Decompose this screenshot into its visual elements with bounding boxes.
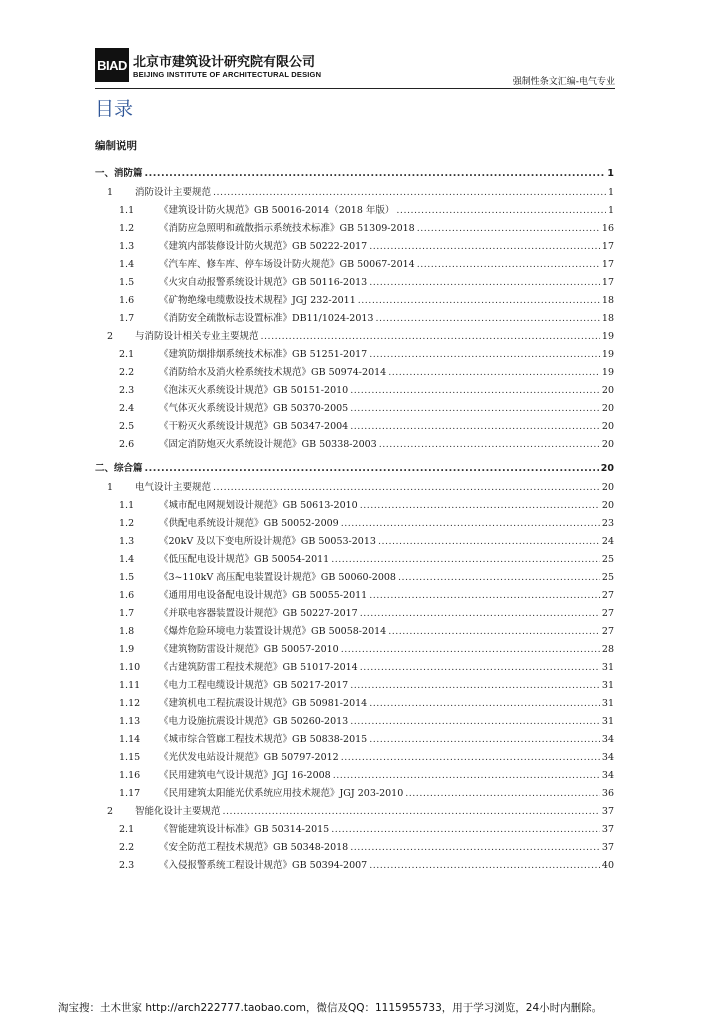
toc-entry-number: 1.7 (119, 608, 135, 619)
toc-entry[interactable] (95, 605, 614, 619)
toc-entry-page: 34 (601, 734, 614, 745)
toc-entry-number: 2.1 (119, 824, 135, 835)
toc-leader-dots (145, 463, 599, 474)
toc-entry[interactable] (95, 569, 614, 583)
toc-leader-dots (341, 752, 600, 763)
toc-entry-page: 40 (601, 860, 614, 871)
toc-entry-page: 20 (601, 482, 614, 493)
toc-entry-title: 《气体灭火系统设计规范》GB 50370-2005 (159, 403, 349, 414)
toc-entry-number: 2.4 (119, 403, 135, 414)
toc-leader-dots (369, 349, 600, 360)
toc-entry-page: 20 (601, 421, 614, 432)
toc-entry-title: 《城市综合管廊工程技术规范》GB 50838-2015 (159, 734, 368, 745)
toc-entry-page: 17 (601, 277, 614, 288)
toc-leader-dots (331, 554, 600, 565)
toc-entry-title: 智能化设计主要规范 (135, 806, 221, 817)
toc-entry-title: 综合篇 (114, 463, 143, 474)
toc-leader-dots (369, 590, 600, 601)
toc-leader-dots (213, 187, 606, 198)
toc-entry-page: 31 (601, 662, 614, 673)
toc-leader-dots (350, 421, 600, 432)
toc-entry-title: 《消防安全疏散标志设置标准》DB11/1024-2013 (159, 313, 374, 324)
toc-leader-dots (398, 572, 600, 583)
toc-entry-number: 1 (107, 482, 114, 493)
toc-entry-page: 1 (607, 187, 614, 198)
toc-entry-page: 36 (601, 788, 614, 799)
toc-entry[interactable] (95, 274, 614, 288)
toc-entry[interactable] (95, 184, 614, 198)
toc-entry-title: 《民用建筑电气设计规范》JGJ 16-2008 (159, 770, 331, 781)
toc-entry-page: 31 (601, 698, 614, 709)
toc-entry-number: 1.16 (119, 770, 141, 781)
toc-entry-number: 1.12 (119, 698, 141, 709)
toc-entry-title: 《建筑物防雷设计规范》GB 50057-2010 (159, 644, 339, 655)
toc-entry[interactable] (95, 731, 614, 745)
toc-entry-page: 37 (601, 842, 614, 853)
toc-leader-dots (369, 277, 600, 288)
biad-logo: BIAD (95, 48, 129, 82)
toc-entry[interactable] (95, 713, 614, 727)
toc-entry-page: 23 (601, 518, 614, 529)
toc-entry-title: 《电力工程电缆设计规范》GB 50217-2017 (159, 680, 349, 691)
toc-entry[interactable] (95, 220, 614, 234)
toc-entry-number: 1.10 (119, 662, 141, 673)
toc-entry-title: 《汽车库、修车库、停车场设计防火规范》GB 50067-2014 (159, 259, 415, 270)
toc-entry-number: 1.1 (119, 205, 135, 216)
toc-entry-title: 《城市配电网规划设计规范》GB 50613-2010 (159, 500, 358, 511)
toc-entry[interactable] (95, 623, 614, 637)
toc-entry-number: 1.9 (119, 644, 135, 655)
toc-entry-page: 31 (601, 716, 614, 727)
toc-entry-page: 34 (601, 770, 614, 781)
toc-entry-title: 《爆炸危险环境电力装置设计规范》GB 50058-2014 (159, 626, 387, 637)
toc-entry-number: 1.3 (119, 536, 135, 547)
footer-notice: 淘宝搜：土木世家 http://arch222777.taobao.com，微信及QQ：1115955733，用于学习浏览，24小时内删除。 (58, 1002, 603, 1014)
toc-leader-dots (360, 500, 600, 511)
toc-entry-title: 《消防应急照明和疏散指示系统技术标准》GB 51309-2018 (159, 223, 415, 234)
toc-entry[interactable] (95, 803, 614, 817)
toc-entry-number: 1.2 (119, 223, 135, 234)
toc-entry[interactable] (95, 785, 614, 799)
toc-entry-number: 1.15 (119, 752, 141, 763)
toc-entry-number: 1 (107, 187, 114, 198)
toc-entry-page: 1 (607, 205, 614, 216)
toc-leader-dots (333, 770, 600, 781)
toc-entry-page: 37 (601, 824, 614, 835)
header-rule (95, 88, 615, 89)
toc-entry-number: 1.3 (119, 241, 135, 252)
org-name-en: BEIJING INSTITUTE OF ARCHITECTURAL DESIGN (133, 70, 322, 79)
toc-leader-dots (405, 788, 600, 799)
toc-entry-page: 20 (601, 500, 614, 511)
toc-entry-title: 《安全防范工程技术规范》GB 50348-2018 (159, 842, 349, 853)
toc-preface[interactable]: 编制说明 (95, 140, 137, 152)
toc-entry-page: 20 (600, 463, 614, 474)
toc-entry-number: 1.11 (119, 680, 141, 691)
toc-leader-dots (350, 403, 600, 414)
toc-entry-title: 《建筑防烟排烟系统技术标准》GB 51251-2017 (159, 349, 368, 360)
page-header (95, 48, 615, 90)
toc-entry-number: 2 (107, 331, 114, 342)
toc-entry[interactable] (95, 256, 614, 270)
toc-entry[interactable] (95, 382, 614, 396)
toc-leader-dots (350, 385, 600, 396)
toc-entry[interactable] (95, 400, 614, 414)
toc-entry-title: 《低压配电设计规范》GB 50054-2011 (159, 554, 330, 565)
toc-entry-number: 1.4 (119, 554, 135, 565)
toc-entry-title: 消防篇 (114, 168, 143, 179)
toc-leader-dots (369, 241, 600, 252)
toc-entry-page: 27 (601, 626, 614, 637)
page-title: 目录 (95, 98, 134, 120)
toc-entry-page: 17 (601, 241, 614, 252)
toc-leader-dots (360, 662, 600, 673)
toc-entry-title: 《消防给水及消火栓系统技术规范》GB 50974-2014 (159, 367, 387, 378)
toc-entry[interactable] (95, 346, 614, 360)
toc-entry-title: 《矿物绝缘电缆敷设技术规程》JGJ 232-2011 (159, 295, 356, 306)
toc-entry-title: 《古建筑防雷工程技术规范》GB 51017-2014 (159, 662, 358, 673)
toc-entry[interactable] (95, 418, 614, 432)
toc-entry-title: 《火灾自动报警系统设计规范》GB 50116-2013 (159, 277, 368, 288)
toc-entry-number: 2.2 (119, 842, 135, 853)
toc-entry[interactable] (95, 533, 614, 547)
toc-leader-dots (341, 518, 600, 529)
toc-entry-page: 24 (601, 536, 614, 547)
toc-entry-page: 28 (601, 644, 614, 655)
header-doc-title: 强制性条文汇编-电气专业 (512, 77, 615, 87)
toc-entry-title: 《干粉灭火系统设计规范》GB 50347-2004 (159, 421, 349, 432)
toc-entry[interactable] (95, 659, 614, 673)
toc-entry-number: 2.3 (119, 385, 135, 396)
org-name-cn: 北京市建筑设计研究院有限公司 (133, 55, 316, 70)
toc-entry[interactable] (95, 292, 614, 306)
toc-entry-page: 37 (601, 806, 614, 817)
toc-entry[interactable] (95, 641, 614, 655)
toc-entry-page: 19 (601, 331, 614, 342)
toc-entry-title: 《并联电容器装置设计规范》GB 50227-2017 (159, 608, 358, 619)
toc-entry-page: 34 (601, 752, 614, 763)
toc-entry[interactable] (95, 551, 614, 565)
toc-entry-page: 18 (601, 313, 614, 324)
toc-entry-title: 《泡沫灭火系统设计规范》GB 50151-2010 (159, 385, 349, 396)
toc-entry-number: 2.5 (119, 421, 135, 432)
toc-entry-title: 《3~110kV 高压配电装置设计规范》GB 50060-2008 (159, 572, 396, 583)
toc-entry-title: 电气设计主要规范 (135, 482, 212, 493)
toc-entry-page: 16 (601, 223, 614, 234)
toc-entry-title: 《电力设施抗震设计规范》GB 50260-2013 (159, 716, 349, 727)
toc-entry-page: 20 (601, 403, 614, 414)
toc-leader-dots (331, 824, 600, 835)
toc-leader-dots (417, 259, 600, 270)
toc-entry-page: 27 (601, 590, 614, 601)
toc-entry[interactable] (95, 238, 614, 252)
toc-entry-number: 一、 (95, 168, 115, 179)
toc-entry[interactable] (95, 515, 614, 529)
toc-entry-page: 20 (601, 385, 614, 396)
toc-entry-title: 《建筑内部装修设计防火规范》GB 50222-2017 (159, 241, 368, 252)
toc-entry-page: 31 (601, 680, 614, 691)
toc-leader-dots (388, 626, 600, 637)
toc-entry[interactable] (95, 839, 614, 853)
toc-entry-title: 《智能建筑设计标准》GB 50314-2015 (159, 824, 330, 835)
toc-leader-dots (223, 806, 600, 817)
toc-entry[interactable] (95, 165, 614, 179)
toc-entry-number: 1.6 (119, 590, 135, 601)
toc-entry-number: 2.1 (119, 349, 135, 360)
toc-entry-title: 《固定消防炮灭火系统设计规范》GB 50338-2003 (159, 439, 377, 450)
toc-entry[interactable] (95, 497, 614, 511)
toc-leader-dots (261, 331, 600, 342)
toc-entry-number: 2 (107, 806, 114, 817)
toc-entry-number: 1.1 (119, 500, 135, 511)
toc-entry-number: 1.6 (119, 295, 135, 306)
toc-entry[interactable] (95, 749, 614, 763)
toc-entry-page: 1 (607, 168, 614, 179)
toc-leader-dots (350, 680, 600, 691)
toc-entry-page: 27 (601, 608, 614, 619)
toc-entry-title: 《供配电系统设计规范》GB 50052-2009 (159, 518, 339, 529)
toc-entry-page: 25 (601, 572, 614, 583)
toc-entry[interactable] (95, 677, 614, 691)
toc-entry-number: 1.5 (119, 572, 135, 583)
toc-entry[interactable] (95, 857, 614, 871)
toc-entry-page: 20 (601, 439, 614, 450)
toc-leader-dots (341, 644, 600, 655)
toc-entry-number: 1.13 (119, 716, 141, 727)
toc-entry-page: 17 (601, 259, 614, 270)
toc-leader-dots (350, 716, 600, 727)
toc-entry-title: 《通用用电设备配电设计规范》GB 50055-2011 (159, 590, 368, 601)
toc-entry-number: 1.5 (119, 277, 135, 288)
toc-entry-number: 1.2 (119, 518, 135, 529)
toc-leader-dots (375, 313, 599, 324)
toc-entry[interactable] (95, 821, 614, 835)
toc-entry-number: 二、 (95, 463, 115, 474)
toc-entry-number: 2.6 (119, 439, 135, 450)
toc-leader-dots (369, 734, 600, 745)
toc-leader-dots (396, 205, 606, 216)
toc-entry-number: 1.8 (119, 626, 135, 637)
toc-entry-number: 2.2 (119, 367, 135, 378)
toc-entry-title: 《入侵报警系统工程设计规范》GB 50394-2007 (159, 860, 368, 871)
toc-entry-page: 19 (601, 367, 614, 378)
toc-entry[interactable] (95, 202, 614, 216)
toc-entry-title: 《20kV 及以下变电所设计规范》GB 50053-2013 (159, 536, 376, 547)
toc-entry-title: 《光伏发电站设计规范》GB 50797-2012 (159, 752, 339, 763)
toc-entry-title: 与消防设计相关专业主要规范 (135, 331, 259, 342)
toc-entry-title: 《建筑机电工程抗震设计规范》GB 50981-2014 (159, 698, 368, 709)
toc-entry-title: 《建筑设计防火规范》GB 50016-2014（2018 年版） (159, 205, 395, 216)
toc-entry-number: 2.3 (119, 860, 135, 871)
toc-leader-dots (369, 698, 600, 709)
toc-entry-number: 1.7 (119, 313, 135, 324)
toc-leader-dots (379, 439, 600, 450)
toc-leader-dots (213, 482, 600, 493)
toc-leader-dots (378, 536, 600, 547)
toc-entry-number: 1.4 (119, 259, 135, 270)
toc-entry-number: 1.17 (119, 788, 141, 799)
toc-entry-title: 《民用建筑太阳能光伏系统应用技术规范》JGJ 203-2010 (159, 788, 404, 799)
toc-entry-page: 19 (601, 349, 614, 360)
toc-leader-dots (388, 367, 600, 378)
toc-entry[interactable] (95, 310, 614, 324)
toc-leader-dots (145, 168, 606, 179)
toc-leader-dots (360, 608, 600, 619)
toc-leader-dots (369, 860, 600, 871)
toc-leader-dots (417, 223, 600, 234)
toc-entry[interactable] (95, 364, 614, 378)
toc-entry-title: 消防设计主要规范 (135, 187, 212, 198)
toc-leader-dots (350, 842, 600, 853)
toc-entry[interactable] (95, 479, 614, 493)
toc-entry[interactable] (95, 587, 614, 601)
toc-leader-dots (358, 295, 600, 306)
toc-entry-number: 1.14 (119, 734, 141, 745)
toc-entry-page: 25 (601, 554, 614, 565)
toc-entry[interactable] (95, 695, 614, 709)
toc-entry[interactable] (95, 328, 614, 342)
toc-entry[interactable] (95, 436, 614, 450)
toc-entry[interactable] (95, 460, 614, 474)
toc-entry-page: 18 (601, 295, 614, 306)
toc-entry[interactable] (95, 767, 614, 781)
